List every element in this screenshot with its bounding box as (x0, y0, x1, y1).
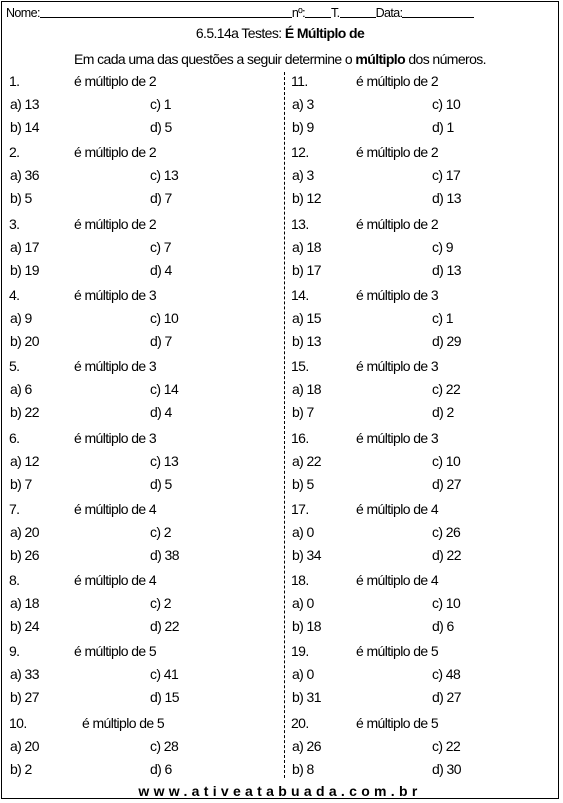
question-statement: é múltiplo de 5 (74, 643, 157, 660)
question-header-row (286, 284, 562, 306)
question-item (4, 284, 280, 355)
question-number: 11. (291, 73, 308, 89)
option-d[interactable]: d) 22 (432, 546, 461, 563)
question-number: 13. (291, 215, 309, 232)
option-d[interactable]: d) 13 (432, 261, 461, 278)
options-top-row (4, 307, 280, 329)
option-a[interactable]: a) 22 (292, 452, 321, 469)
question-statement: é múltiplo de 5 (356, 643, 439, 660)
option-a[interactable]: a) 9 (10, 309, 32, 326)
class-blank[interactable] (340, 5, 376, 18)
options-top-row (286, 236, 562, 258)
question-statement: é múltiplo de 4 (74, 500, 157, 517)
question-statement: é múltiplo de 4 (356, 500, 439, 517)
question-number: 2. (9, 144, 20, 161)
option-b[interactable]: b) 22 (10, 404, 39, 421)
option-d[interactable]: d) 7 (150, 332, 172, 349)
date-blank[interactable] (402, 5, 474, 18)
options-bottom-row (286, 187, 562, 209)
options-top-row (4, 663, 280, 685)
option-a[interactable]: a) 18 (292, 381, 321, 398)
question-statement: é múltiplo de 3 (356, 358, 439, 375)
option-d[interactable]: d) 15 (150, 689, 179, 706)
question-header-row (286, 141, 562, 163)
option-b[interactable]: b) 5 (10, 190, 32, 207)
options-bottom-row (286, 401, 562, 423)
option-b[interactable]: b) 24 (10, 618, 39, 635)
options-top-row (4, 164, 280, 186)
name-blank[interactable] (40, 5, 292, 18)
option-a[interactable]: a) 20 (10, 523, 39, 540)
options-top-row (4, 93, 280, 115)
question-header-row (4, 498, 280, 520)
option-b[interactable]: b) 5 (292, 475, 314, 492)
option-c[interactable]: c) 22 (432, 737, 461, 754)
question-item (4, 498, 280, 569)
option-a[interactable]: a) 0 (292, 666, 314, 683)
option-a[interactable]: a) 26 (292, 737, 321, 754)
options-bottom-row (286, 330, 562, 352)
option-d[interactable]: d) 1 (432, 119, 454, 135)
option-a[interactable]: a) 20 (10, 737, 39, 754)
question-header-row (4, 355, 280, 377)
options-bottom-row (286, 615, 562, 637)
options-top-row (4, 735, 280, 757)
question-number: 7. (9, 500, 20, 517)
question-statement: é múltiplo de 2 (74, 73, 157, 89)
worksheet (1, 1, 559, 799)
question-header-row (4, 427, 280, 449)
options-top-row (286, 521, 562, 543)
options-bottom-row (286, 686, 562, 708)
option-d[interactable]: d) 38 (150, 546, 179, 563)
option-d[interactable]: d) 27 (432, 475, 461, 492)
question-item (286, 427, 562, 498)
option-d[interactable]: d) 13 (432, 190, 461, 207)
question-header-row (4, 70, 280, 92)
question-header-row (286, 712, 562, 734)
question-item (4, 141, 280, 212)
option-c[interactable]: c) 17 (432, 167, 461, 184)
question-statement: é múltiplo de 2 (74, 144, 157, 161)
option-d[interactable]: d) 30 (432, 760, 461, 777)
option-a[interactable]: a) 0 (292, 523, 314, 540)
question-number: 14. (291, 286, 309, 303)
option-b[interactable]: b) 7 (292, 404, 314, 421)
question-item (286, 141, 562, 212)
options-top-row (286, 378, 562, 400)
option-b[interactable]: b) 27 (10, 689, 39, 706)
option-a[interactable]: a) 18 (10, 595, 39, 612)
option-d[interactable]: d) 4 (150, 404, 172, 421)
question-statement: é múltiplo de 3 (74, 358, 157, 375)
question-number: 3. (9, 215, 20, 232)
option-b[interactable]: b) 18 (292, 618, 321, 635)
option-a[interactable]: a) 6 (10, 381, 32, 398)
options-bottom-row (286, 758, 562, 780)
option-a[interactable]: a) 17 (10, 238, 39, 255)
question-statement: é múltiplo de 3 (356, 286, 439, 303)
options-bottom-row (4, 401, 280, 423)
option-d[interactable]: d) 27 (432, 689, 461, 706)
option-c[interactable]: c) 22 (432, 381, 461, 398)
question-statement: é múltiplo de 2 (74, 215, 157, 232)
options-top-row (286, 663, 562, 685)
option-c[interactable]: c) 26 (432, 523, 461, 540)
question-header-row (4, 569, 280, 591)
instruction-after: dos números. (405, 51, 486, 67)
question-item (4, 70, 280, 141)
question-item (286, 70, 562, 141)
option-a[interactable]: a) 36 (10, 167, 39, 184)
question-statement: é múltiplo de 2 (356, 73, 439, 89)
option-d[interactable]: d) 4 (150, 261, 172, 278)
question-number: 19. (291, 643, 309, 660)
options-top-row (286, 164, 562, 186)
question-number: 10. (9, 714, 27, 731)
option-d[interactable]: d) 6 (150, 760, 172, 777)
options-top-row (4, 378, 280, 400)
question-header-row (286, 569, 562, 591)
option-c[interactable]: c) 13 (150, 452, 179, 469)
options-bottom-row (4, 187, 280, 209)
option-c[interactable]: c) 48 (432, 666, 461, 683)
question-number: 8. (9, 572, 20, 589)
question-item (286, 712, 562, 783)
option-a[interactable]: a) 3 (292, 167, 314, 184)
question-item (4, 213, 280, 284)
option-c[interactable]: c) 13 (150, 167, 179, 184)
option-b[interactable]: b) 9 (292, 119, 314, 135)
option-c[interactable]: c) 41 (150, 666, 179, 683)
options-bottom-row (286, 259, 562, 281)
question-number: 5. (9, 358, 20, 375)
question-statement: é múltiplo de 2 (356, 215, 439, 232)
question-number: 9. (9, 643, 20, 660)
options-bottom-row (4, 686, 280, 708)
title-prefix: 6.5.14a Testes: (195, 25, 285, 41)
page-title (2, 24, 558, 42)
question-statement: é múltiplo de 3 (74, 429, 157, 446)
option-c[interactable]: c) 10 (150, 309, 179, 326)
option-c[interactable]: c) 14 (150, 381, 179, 398)
question-header-row (286, 498, 562, 520)
question-item (286, 284, 562, 355)
question-statement: é múltiplo de 2 (356, 144, 439, 161)
question-header-row (286, 213, 562, 235)
instruction (2, 50, 558, 68)
option-d[interactable]: d) 5 (150, 119, 172, 135)
question-header-row (286, 427, 562, 449)
option-c[interactable]: c) 7 (150, 238, 171, 255)
options-top-row (286, 735, 562, 757)
options-bottom-row (286, 544, 562, 566)
options-top-row (4, 521, 280, 543)
question-header-row (286, 640, 562, 662)
column-divider (284, 72, 285, 778)
question-statement: é múltiplo de 4 (356, 572, 439, 589)
option-c[interactable]: c) 1 (432, 309, 453, 326)
options-top-row (286, 93, 562, 115)
option-c[interactable]: c) 1 (150, 96, 171, 112)
title-emphasis: É Múltiplo de (284, 25, 365, 41)
question-item (4, 569, 280, 640)
question-item (286, 640, 562, 711)
class-label: T. (331, 6, 340, 20)
question-header-row (4, 213, 280, 235)
question-header-row (286, 70, 562, 92)
question-item (4, 640, 280, 711)
question-statement: é múltiplo de 5 (82, 714, 165, 731)
option-b[interactable]: b) 12 (292, 190, 321, 207)
options-top-row (286, 450, 562, 472)
question-number: 16. (291, 429, 309, 446)
instruction-before: Em cada uma das questões a seguir determine o (74, 51, 356, 67)
option-b[interactable]: b) 17 (292, 261, 321, 278)
question-number: 20. (291, 714, 309, 731)
option-d[interactable]: d) 7 (150, 190, 172, 207)
option-b[interactable]: b) 34 (292, 546, 321, 563)
question-number: 6. (9, 429, 20, 446)
option-b[interactable]: b) 8 (292, 760, 314, 777)
option-b[interactable]: b) 14 (10, 119, 39, 135)
footer-website: www.ativeatabuada.com.br (138, 783, 422, 799)
options-top-row (4, 450, 280, 472)
question-header-row (4, 284, 280, 306)
option-d[interactable]: d) 2 (432, 404, 454, 421)
option-b[interactable]: b) 7 (10, 475, 32, 492)
options-bottom-row (4, 116, 280, 138)
options-top-row (4, 592, 280, 614)
student-info-header (6, 4, 558, 22)
option-a[interactable]: a) 3 (292, 96, 314, 112)
date-label: Data: (375, 6, 403, 20)
name-label: Nome: (6, 6, 40, 20)
question-header-row (4, 712, 280, 734)
option-d[interactable]: d) 5 (150, 475, 172, 492)
options-bottom-row (4, 330, 280, 352)
option-c[interactable]: c) 2 (150, 595, 171, 612)
number-label: nº: (291, 6, 306, 20)
option-b[interactable]: b) 20 (10, 332, 39, 349)
option-b[interactable]: b) 31 (292, 689, 321, 706)
option-d[interactable]: d) 29 (432, 332, 461, 349)
option-c[interactable]: c) 28 (150, 737, 179, 754)
instruction-emphasis: múltiplo (355, 51, 406, 67)
option-a[interactable]: a) 12 (10, 452, 39, 469)
options-bottom-row (4, 259, 280, 281)
option-c[interactable]: c) 9 (432, 238, 453, 255)
option-a[interactable]: a) 18 (292, 238, 321, 255)
options-top-row (286, 307, 562, 329)
options-bottom-row (4, 473, 280, 495)
question-statement: é múltiplo de 3 (74, 286, 157, 303)
question-item (286, 355, 562, 426)
question-header-row (4, 640, 280, 662)
option-c[interactable]: c) 10 (432, 595, 461, 612)
option-a[interactable]: a) 0 (292, 595, 314, 612)
question-number: 17. (291, 500, 309, 517)
question-item (4, 355, 280, 426)
question-number: 15. (291, 358, 309, 375)
question-item (286, 213, 562, 284)
number-blank[interactable] (305, 5, 331, 18)
question-statement: é múltiplo de 3 (356, 429, 439, 446)
option-b[interactable]: b) 13 (292, 332, 321, 349)
question-statement: é múltiplo de 4 (74, 572, 157, 589)
option-b[interactable]: b) 2 (10, 760, 32, 777)
options-bottom-row (286, 473, 562, 495)
options-bottom-row (4, 544, 280, 566)
option-a[interactable]: a) 15 (292, 309, 321, 326)
option-d[interactable]: d) 6 (432, 618, 454, 635)
option-a[interactable]: a) 13 (10, 96, 39, 112)
question-item (286, 498, 562, 569)
question-number: 18. (291, 572, 309, 589)
option-b[interactable]: b) 26 (10, 546, 39, 563)
question-header-row (286, 355, 562, 377)
question-number: 4. (9, 286, 20, 303)
options-top-row (286, 592, 562, 614)
option-c[interactable]: c) 10 (432, 96, 461, 112)
question-statement: é múltiplo de 5 (356, 714, 439, 731)
option-a[interactable]: a) 33 (10, 666, 39, 683)
question-header-row (4, 141, 280, 163)
question-item (4, 712, 280, 783)
options-bottom-row (4, 758, 280, 780)
question-number: 12. (291, 144, 309, 161)
question-item (4, 427, 280, 498)
question-item (286, 569, 562, 640)
option-c[interactable]: c) 10 (432, 452, 461, 469)
options-bottom-row (286, 116, 562, 138)
options-top-row (4, 236, 280, 258)
option-b[interactable]: b) 19 (10, 261, 39, 278)
options-bottom-row (4, 615, 280, 637)
option-c[interactable]: c) 2 (150, 523, 171, 540)
option-d[interactable]: d) 22 (150, 618, 179, 635)
question-number: 1. (9, 73, 20, 89)
